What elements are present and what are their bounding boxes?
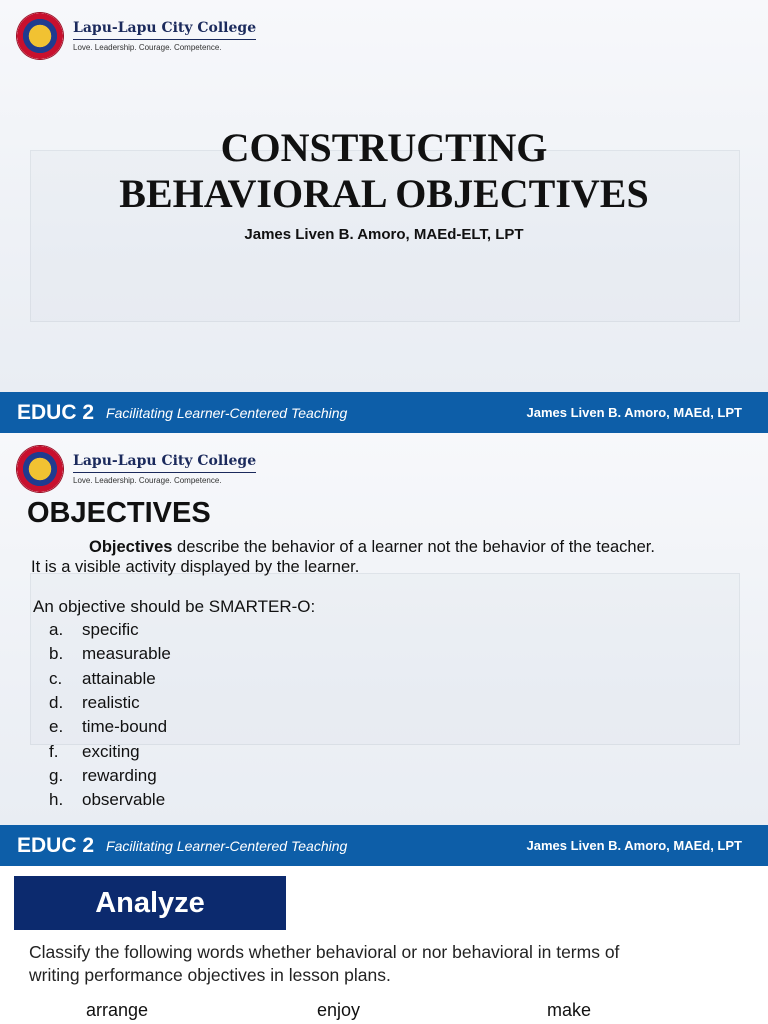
footer-author: James Liven B. Amoro, MAEd, LPT [526, 838, 742, 853]
definition-text: describe the behavior of a learner not the behavior of the teacher. [172, 538, 655, 556]
word-enjoy: enjoy [317, 1000, 361, 1020]
list-item: h. observable [49, 790, 166, 810]
college-seal-icon [17, 446, 63, 492]
presenter-name: James Liven B. Amoro, MAEd-ELT, LPT [244, 226, 524, 243]
list-item: c. attainable [49, 668, 156, 688]
college-name: Lapu-Lapu City College [73, 20, 256, 40]
analyze-banner [14, 876, 286, 930]
footer-course: EDUC 2 [17, 833, 95, 857]
college-tagline: Love. Leadership. Courage. Competence. [73, 476, 222, 485]
list-item: a. specific [49, 620, 139, 640]
footer-subject: Facilitating Learner-Centered Teaching [106, 404, 348, 421]
slide-title-line2: BEHAVIORAL OBJECTIVES [119, 171, 649, 216]
footer-course: EDUC 2 [17, 400, 95, 424]
college-logo [17, 446, 256, 492]
objectives-definition-line2: It is a visible activity displayed by the learner. [31, 558, 360, 576]
slide-objectives [0, 433, 768, 825]
slide-title [0, 0, 768, 392]
objectives-heading: OBJECTIVES [27, 497, 211, 529]
definition-term: Objectives [89, 538, 173, 556]
footer-band [0, 392, 768, 433]
footer-subject: Facilitating Learner-Centered Teaching [106, 837, 348, 854]
college-logo [17, 13, 256, 59]
analyze-instruction-line2: writing performance objectives in lesson plans. [29, 965, 391, 985]
college-tagline: Love. Leadership. Courage. Competence. [73, 43, 222, 52]
analyze-instruction: Classify the following words whether behavioral or nor behavioral in terms of [29, 942, 620, 962]
list-item: f. exciting [49, 741, 140, 761]
college-seal-icon [17, 13, 63, 59]
word-arrange: arrange [86, 1000, 149, 1020]
slide-analyze [0, 866, 768, 1024]
list-item: g. rewarding [49, 765, 157, 785]
footer-author: James Liven B. Amoro, MAEd, LPT [526, 405, 742, 420]
college-name: Lapu-Lapu City College [73, 453, 256, 473]
word-make: make [547, 1000, 592, 1020]
footer-band [0, 825, 768, 866]
slide-title-line1: CONSTRUCTING [220, 125, 548, 170]
objectives-definition [89, 538, 655, 557]
analyze-banner-label: Analyze [95, 886, 205, 919]
list-item: d. realistic [49, 693, 140, 713]
list-item: e. time-bound [49, 717, 168, 737]
list-item: b. measurable [49, 644, 171, 664]
smarter-intro: An objective should be SMARTER-O: [33, 597, 316, 616]
smarter-list [49, 618, 171, 812]
